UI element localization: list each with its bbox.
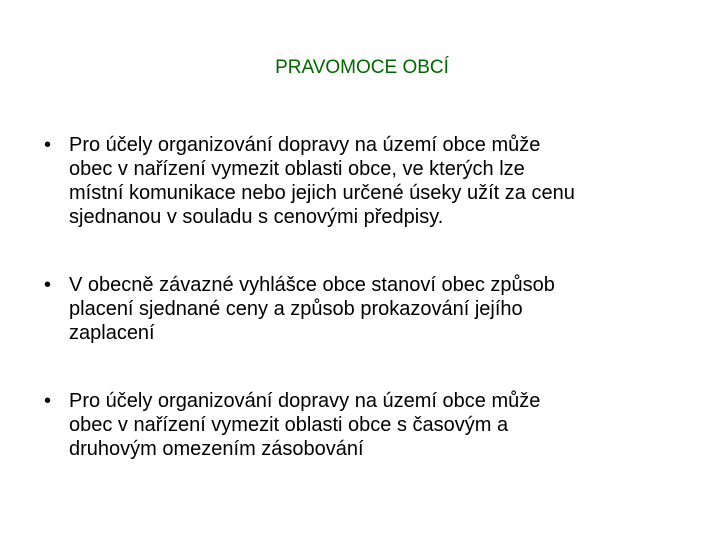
slide-title <box>0 56 720 80</box>
bullet-marker: • <box>44 390 52 412</box>
bullet-text: Pro účely organizování dopravy na území obce může obec v nařízení vymezit oblasti obce s časovým a druhovým omezením zásobování <box>69 390 541 460</box>
bullet-marker: • <box>44 274 52 296</box>
bullet-text: V obecně závazné vyhlášce obce stanoví obec způsob placení sjednané ceny a způsob prokazování jejího zaplacení <box>69 274 555 344</box>
slide-title-text: PRAVOMOCE OBCÍ <box>275 57 449 78</box>
bullet-marker: • <box>44 134 52 156</box>
bullet-text: Pro účely organizování dopravy na území obce může obec v nařízení vymezit oblasti obce, ve kterých lze místní komunikace nebo jejich určené úseky užít za cenu sjednanou v souladu s cenovými předpisy. <box>69 134 575 228</box>
